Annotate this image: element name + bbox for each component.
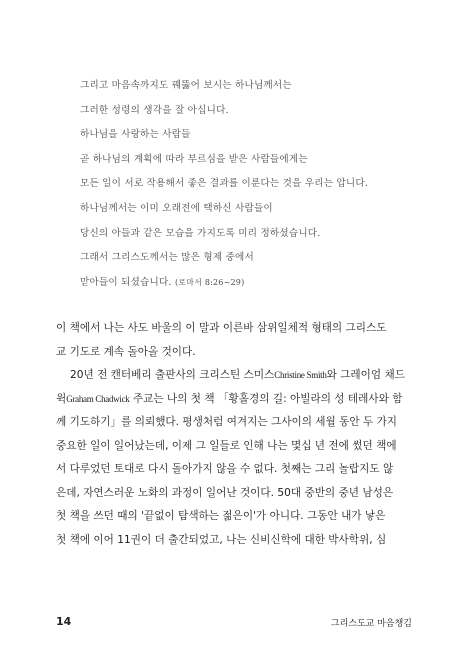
quote-line-5: 모든 일이 서로 작용해서 좋은 결과를 이룬다는 것을 우리는 압니다.	[80, 178, 369, 190]
quote-line-8: 그래서 그리스도께서는 많은 형제 중에서	[80, 252, 254, 264]
english-name: Graham Chadwick	[66, 393, 130, 404]
quote-line-9	[80, 271, 440, 296]
paragraph-line: 중요한 일이 일어났는데, 이제 그 일들로 인해 나는 몇십 년 전에 썼던 책에	[56, 439, 397, 452]
body-text	[56, 317, 412, 552]
page-number: 14	[56, 615, 72, 628]
quote-line-2: 그러한 성령의 생각을 잘 아십니다.	[80, 104, 229, 116]
quote-line-3: 하나님을 사랑하는 사람들	[80, 129, 191, 141]
line-text: 윅	[56, 392, 67, 405]
paragraph-line: 서 다루었던 토대로 다시 돌아가지 않을 수 없다. 첫째는 그리 놀랍지도 않	[56, 463, 394, 476]
paragraph-line	[56, 388, 412, 412]
scripture-reference: (로마서 8:26~29)	[174, 277, 245, 287]
line-text: 주교는 나의 첫 책 「황홀경의 길: 아빌라의 성 테레사와 함	[129, 392, 403, 405]
running-title: 그리스도교 마음챙김	[330, 619, 412, 629]
paragraph-line: 첫 책에 이어 11권이 더 출간되었고, 나는 신비신학에 대한 박사학위, 심	[56, 533, 387, 546]
quote-line-7: 당신의 아들과 같은 모습을 가지도록 미리 정하셨습니다.	[80, 227, 321, 239]
quote-line-9-text: 맏아들이 되셨습니다.	[80, 276, 172, 288]
paragraph-line: 첫 책을 쓰던 때의 '끝없이 탐색하는 젊은이'가 아니다. 그동안 내가 낳은	[56, 510, 386, 523]
paragraph-line: 께 기도하기」를 의뢰했다. 평생처럼 여겨지는 그사이의 세월 동안 두 가지	[56, 416, 398, 429]
scripture-quote	[80, 74, 440, 295]
line-text: 와 그레이엄 채드	[326, 369, 405, 382]
paragraph-line: 이 책에서 나는 사도 바울의 이 말과 이른바 삼위일체적 형태의 그리스도	[56, 322, 387, 334]
paragraph-line: 은데, 자연스러운 노화의 과정이 일어난 것이다. 50대 중반의 중년 남성은	[56, 486, 394, 499]
paragraph-line	[56, 364, 412, 388]
line-text: 20년 전 캔터베리 출판사의 크리스틴 스미스	[70, 369, 275, 382]
paragraph-line: 교 기도로 계속 돌아올 것이다.	[56, 345, 196, 358]
quote-line-6: 하나님께서는 이미 오래전에 택하신 사람들이	[80, 202, 273, 214]
english-name: Christine Smith	[274, 370, 327, 381]
quote-line-1: 그리고 마음속까지도 꿰뚫어 보시는 하나님께서는	[80, 80, 292, 91]
quote-line-4: 곧 하나님의 계획에 따라 부르심을 받은 사람들에게는	[80, 153, 308, 165]
